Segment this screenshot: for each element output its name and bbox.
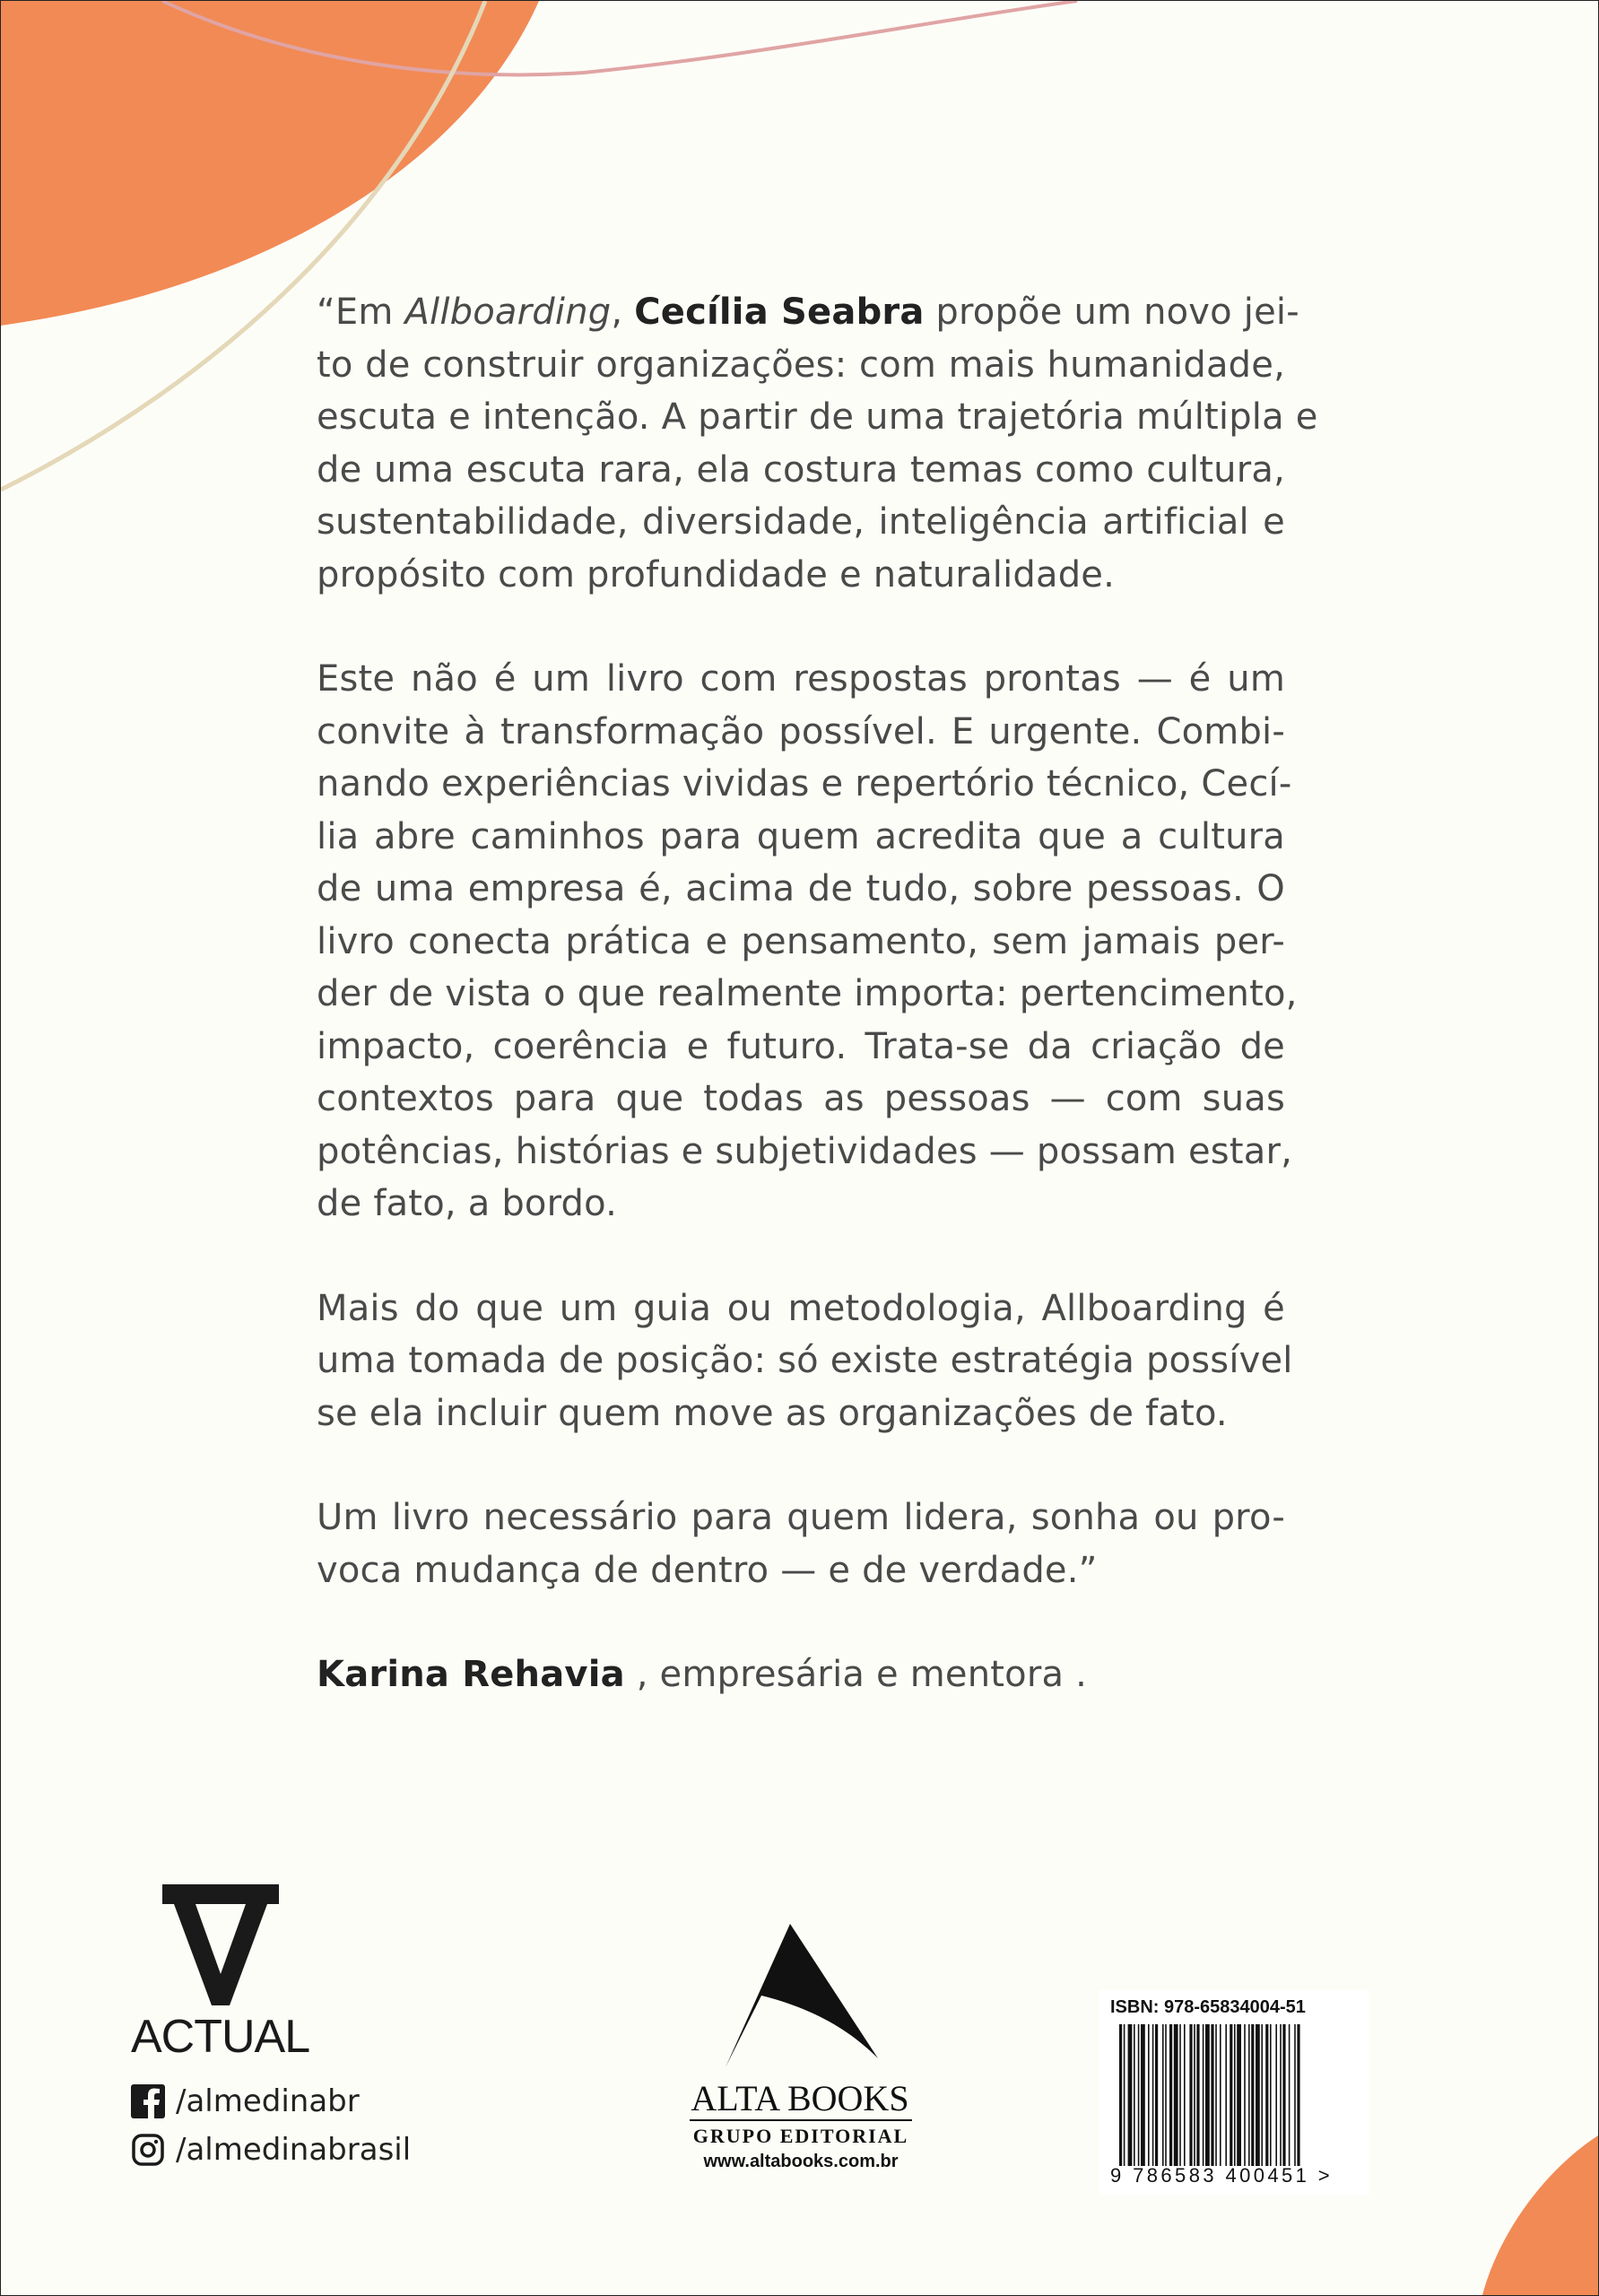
- barcode-bar: [1289, 2024, 1290, 2166]
- barcode-bar: [1211, 2024, 1213, 2166]
- barcode-bar: [1152, 2024, 1154, 2166]
- blurb-paragraph-3: [317, 1283, 1293, 1440]
- quote-attribution: [317, 1648, 1285, 1701]
- alta-books-divider: [690, 2119, 912, 2121]
- barcode-bar: [1215, 2024, 1217, 2166]
- barcode-bar: [1165, 2024, 1167, 2166]
- blurb-line: uma tomada de posição: só existe estratégia possível: [317, 1340, 1293, 1381]
- barcode-bar: [1124, 2024, 1125, 2166]
- barcode-bar: [1174, 2024, 1178, 2166]
- instagram-link[interactable]: [131, 2132, 411, 2168]
- barcode-bar: [1162, 2024, 1164, 2166]
- facebook-link[interactable]: [131, 2083, 360, 2119]
- barcode-bar: [1237, 2024, 1241, 2166]
- barcode-bar: [1169, 2024, 1172, 2166]
- barcode-bar: [1134, 2024, 1135, 2166]
- alta-books-url[interactable]: www.altabooks.com.br: [703, 2152, 899, 2171]
- isbn-digits: 9 786583 400451 >: [1110, 2164, 1334, 2187]
- alta-books-wordmark: ALTA BOOKS: [691, 2078, 909, 2118]
- barcode-bar: [1148, 2024, 1150, 2166]
- barcode-bar: [1282, 2024, 1285, 2166]
- barcode-bar: [1261, 2024, 1263, 2166]
- barcode-bar: [1270, 2024, 1272, 2166]
- barcode-bar: [1220, 2024, 1221, 2166]
- barcode-bar: [1244, 2024, 1246, 2166]
- blurb-line: nando experiências vividas e repertório técnico, Cecí-: [317, 763, 1292, 804]
- barcode-bar: [1184, 2024, 1186, 2166]
- barcode-bar: [1155, 2024, 1158, 2166]
- orange-blob-bottom-right: [1482, 2135, 1598, 2295]
- barcode-bar: [1205, 2024, 1210, 2166]
- barcode-bar: [1189, 2024, 1192, 2166]
- blurb-paragraph-2: [317, 653, 1298, 1231]
- actual-logo-wordmark: ACTUAL: [131, 2011, 310, 2063]
- barcode-bar: [1294, 2024, 1296, 2166]
- instagram-icon: [131, 2133, 165, 2167]
- barcode-bar: [1225, 2024, 1227, 2166]
- alta-books-subtitle: GRUPO EDITORIAL: [692, 2125, 909, 2147]
- barcode-bar: [1248, 2024, 1250, 2166]
- instagram-handle: /almedinabrasil: [176, 2132, 412, 2168]
- barcode-bar: [1256, 2024, 1260, 2166]
- barcode-bar: [1234, 2024, 1236, 2166]
- blurb-paragraph-4: [317, 1492, 1285, 1596]
- facebook-icon: [131, 2084, 165, 2118]
- blurb-line: voca mudança de dentro — e de verdade.”: [317, 1549, 1098, 1591]
- back-cover-blurb: [317, 286, 1318, 1753]
- barcode-bar: [1297, 2024, 1299, 2166]
- blurb-line: livro conecta prática e pensamento, sem jamais per-: [317, 920, 1285, 962]
- attribution-name: Karina Rehavia: [317, 1654, 625, 1695]
- blurb-line: sustentabilidade, diversidade, inteligência artificial e: [317, 501, 1285, 543]
- blurb-line: der de vista o que realmente importa: pertencimento,: [317, 973, 1298, 1014]
- barcode-bars: [1119, 2024, 1352, 2166]
- barcode-bar: [1280, 2024, 1282, 2166]
- blurb-line: convite à transformação possível. E urgente. Combi-: [317, 710, 1285, 752]
- blurb-line: de fato, a bordo.: [317, 1183, 618, 1224]
- blurb-line: contextos para que todas as pessoas — com suas: [317, 1078, 1285, 1119]
- author-name: Cecília Seabra: [634, 291, 925, 333]
- attribution-role: , empresária e mentora .: [624, 1654, 1088, 1695]
- barcode-bar: [1230, 2024, 1232, 2166]
- orange-blob-top-left: [1, 1, 539, 326]
- blurb-line: escuta e intenção. A partir de uma trajetória múltipla e: [317, 396, 1318, 438]
- barcode-bar: [1203, 2024, 1204, 2166]
- blurb-paragraph-1: [317, 286, 1318, 601]
- blurb-line: impacto, coerência e futuro. Trata-se da criação de: [317, 1025, 1285, 1067]
- blurb-line: to de construir organizações: com mais humanidade,: [317, 344, 1285, 386]
- facebook-handle: /almedinabr: [176, 2083, 360, 2119]
- blurb-line: Mais do que um guia ou metodologia, Allboarding é: [317, 1287, 1285, 1329]
- blurb-line: se ela incluir quem move as organizações de fato.: [317, 1392, 1228, 1434]
- barcode-bar: [1138, 2024, 1140, 2166]
- blurb-line: Um livro necessário para quem lidera, sonha ou pro-: [317, 1497, 1285, 1538]
- barcode-bar: [1141, 2024, 1145, 2166]
- barcode-bar: [1128, 2024, 1133, 2166]
- blurb-line: potências, histórias e subjetividades — possam estar,: [317, 1130, 1293, 1172]
- blurb-line: lia abre caminhos para quem acredita que a cultura: [317, 815, 1285, 857]
- blurb-line: propósito com profundidade e naturalidade.: [317, 553, 1116, 596]
- barcode-bar: [1196, 2024, 1199, 2166]
- barcode-bar: [1265, 2024, 1268, 2166]
- book-title: Allboarding: [404, 291, 612, 333]
- barcode-bar: [1194, 2024, 1195, 2166]
- isbn-barcode: [1099, 1990, 1369, 2195]
- isbn-label: ISBN: 978-65834004-51: [1110, 1997, 1306, 2017]
- blurb-line: Este não é um livro com respostas prontas — é um: [317, 658, 1285, 700]
- blurb-line: de uma empresa é, acima de tudo, sobre pessoas. O: [317, 868, 1285, 909]
- barcode-bar: [1251, 2024, 1254, 2166]
- blurb-line: de uma escuta rara, ela costura temas como cultura,: [317, 448, 1285, 491]
- alta-books-triangle-icon: [726, 1924, 878, 2067]
- barcode-bar: [1119, 2024, 1122, 2166]
- blurb-line: “Em Allboarding, Cecília Seabra propõe um novo jei-: [317, 291, 1299, 333]
- barcode-bar: [1179, 2024, 1181, 2166]
- barcode-bar: [1275, 2024, 1277, 2166]
